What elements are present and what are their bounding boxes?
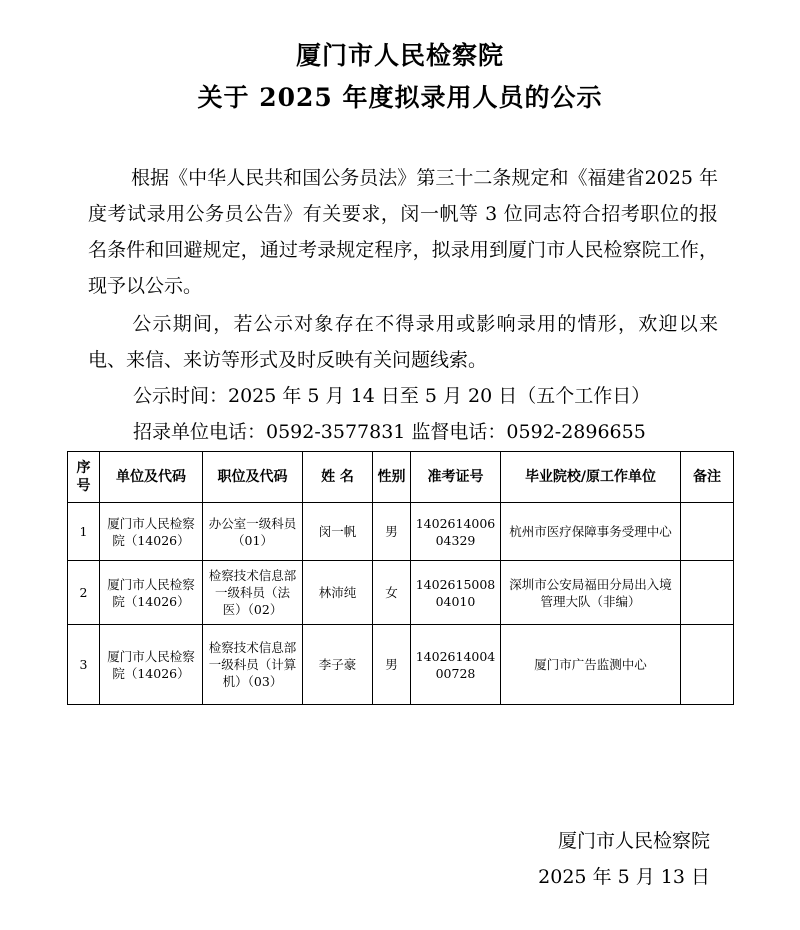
header-cell: 备注 [681,452,734,503]
header-cell: 毕业院校/原工作单位 [501,452,681,503]
cell-gender: 女 [373,561,411,625]
cell-unit: 厦门市人民检察院（14026） [100,625,203,705]
cell-gender: 男 [373,503,411,561]
header-cell: 序号 [68,452,100,503]
header-cell: 姓 名 [303,452,373,503]
cell-unit: 厦门市人民检察院（14026） [100,561,203,625]
candidates-table [67,451,734,705]
cell-index: 2 [68,561,100,625]
cell-name: 李子豪 [303,625,373,705]
cell-position: 检察技术信息部一级科员（法医）（02） [203,561,303,625]
cell-remark [681,561,734,625]
paragraph-feedback-text: 公示期间，若公示对象存在不得录用或影响录用的情形，欢迎以来电、来信、来访等形式及时反映有关问题线索。 [88,313,718,371]
paragraph-feedback [88,306,718,378]
cell-position: 办公室一级科员（01） [203,503,303,561]
signature-org: 厦门市人民检察院 [557,830,710,852]
cell-school-employer: 杭州市医疗保障事务受理中心 [501,503,681,561]
cell-index: 1 [68,503,100,561]
title-line-1: 厦门市人民检察院 [295,41,504,70]
table-row [68,503,734,561]
publicity-period: 公示时间：2025 年 5 月 14 日至 5 月 20 日（五个工作日） [133,385,651,407]
cell-name: 闵一帆 [303,503,373,561]
paragraph-basis-text: 根据《中华人民共和国公务员法》第三十二条规定和《福建省2025 年度考试录用公务员公告》有关要求，闵一帆等 3 位同志符合招考职位的报名条件和回避规定，通过考录规定程序，拟录用到厦门市人民检察院工作，现予以公示。 [88,167,718,297]
header-cell: 准考证号 [411,452,501,503]
table-header-row [68,452,734,503]
cell-position: 检察技术信息部一级科员（计算机）（03） [203,625,303,705]
paragraph-basis [88,160,718,304]
cell-index: 3 [68,625,100,705]
title-line-2: 关于 2025 年度拟录用人员的公示 [197,83,603,112]
cell-exam-id: 140261400604329 [411,503,501,561]
cell-gender: 男 [373,625,411,705]
cell-remark [681,503,734,561]
cell-exam-id: 140261500804010 [411,561,501,625]
cell-school-employer: 深圳市公安局福田分局出入境管理大队（非编） [501,561,681,625]
header-cell: 性别 [373,452,411,503]
signature-date: 2025 年 5 月 13 日 [538,866,710,888]
header-cell: 职位及代码 [203,452,303,503]
table-row [68,561,734,625]
contact-phones: 招录单位电话：0592-3577831 监督电话：0592-2896655 [133,421,646,443]
cell-remark [681,625,734,705]
cell-unit: 厦门市人民检察院（14026） [100,503,203,561]
header-cell: 单位及代码 [100,452,203,503]
cell-exam-id: 140261400400728 [411,625,501,705]
cell-name: 林沛纯 [303,561,373,625]
table-row [68,625,734,705]
cell-school-employer: 厦门市广告监测中心 [501,625,681,705]
